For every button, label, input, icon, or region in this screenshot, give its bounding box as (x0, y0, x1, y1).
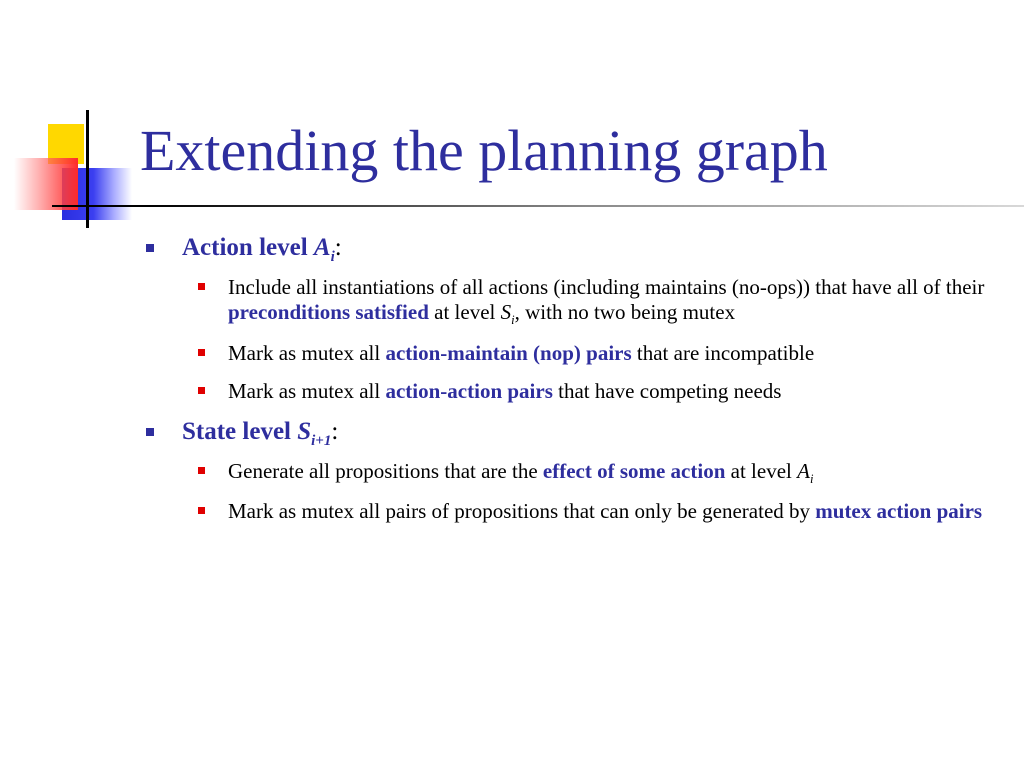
sub-bullet-action-maintain-mutex: Mark as mutex all action-maintain (nop) pairs that are incompatible (228, 341, 1000, 367)
slide-body (140, 232, 1000, 537)
decor-vertical-line (86, 110, 89, 228)
sub-bullet-mutex-propositions: Mark as mutex all pairs of propositions that can only be generated by mutex action pairs (228, 499, 1000, 525)
square-bullet-icon (198, 283, 205, 290)
square-bullet-icon (146, 428, 154, 436)
title-underline (52, 205, 1024, 207)
square-bullet-icon (198, 387, 205, 394)
square-bullet-icon (198, 349, 205, 356)
sub-bullet-action-action-mutex: Mark as mutex all action-action pairs that have competing needs (228, 379, 1000, 405)
sub-bullet-include-instantiations: Include all instantiations of all actions (including maintains (no-ops)) that have all of their preconditions satisfied at level $S_i$, with no two being mutex (228, 275, 1000, 329)
decor-red-square (14, 158, 78, 210)
square-bullet-icon (198, 467, 205, 474)
bullet-state-level: State level $S_{i+1}$: (140, 416, 1000, 451)
slide-title: Extending the planning graph (140, 118, 828, 183)
square-bullet-icon (198, 507, 205, 514)
bullet-action-level: Action level $A_i$: (140, 232, 1000, 267)
square-bullet-icon (146, 244, 154, 252)
sub-bullet-generate-propositions: Generate all propositions that are the effect of some action at level $A_i$ (228, 459, 1000, 488)
